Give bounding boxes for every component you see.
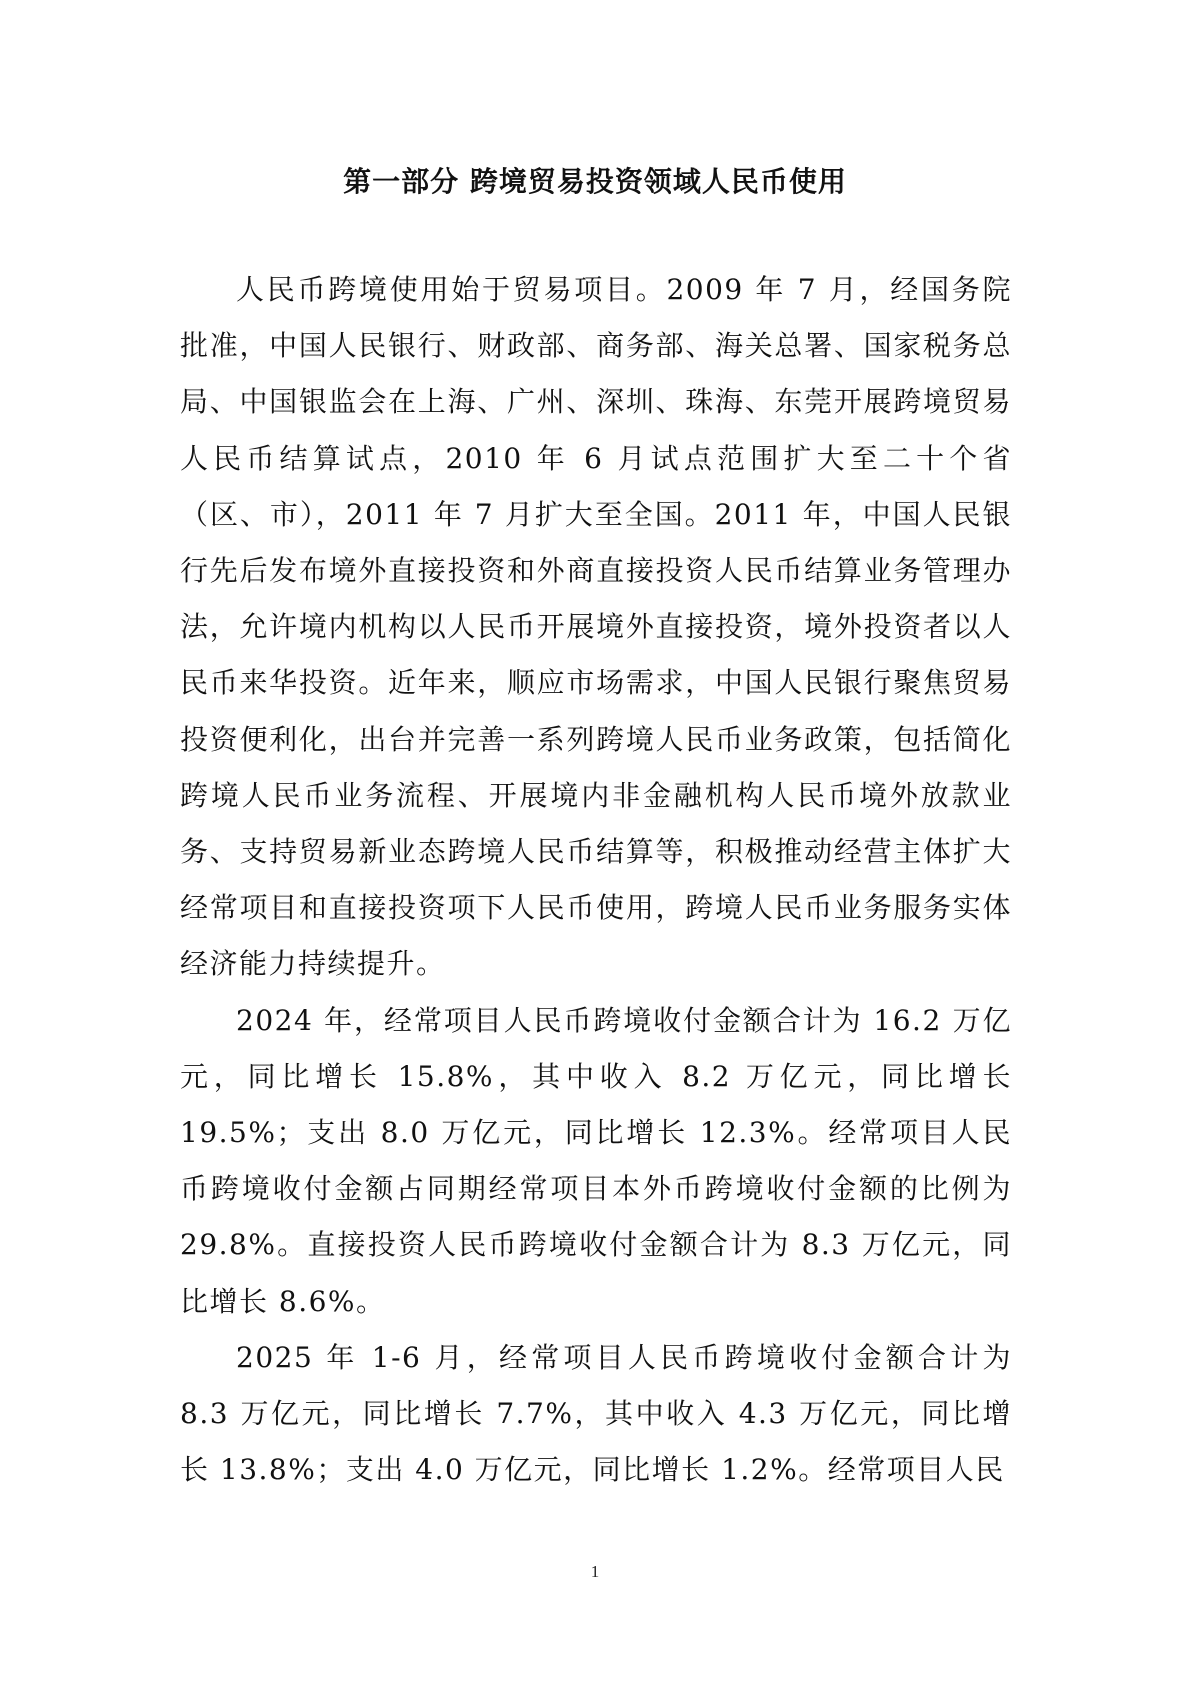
paragraph-2025-stats: 2025 年 1-6 月，经常项目人民币跨境收付金额合计为 8.3 万亿元，同比增长 7.7%，其中收入 4.3 万亿元，同比增长 13.8%；支出 4.0 万亿元，同比增长 1.2%。经常项目人民 bbox=[180, 1340, 1012, 1487]
body-text bbox=[180, 262, 1012, 1498]
paragraph-2024-stats: 2024 年，经常项目人民币跨境收付金额合计为 16.2 万亿元，同比增长 15.8%，其中收入 8.2 万亿元，同比增长 19.5%；支出 8.0 万亿元，同比增长 12.3%。经常项目人民币跨境收付金额占同期经常项目本外币跨境收付金额的比例为 29.8%。直接投资人民币跨境收付金额合计为 8.3 万亿元，同比增长 8.6%。 bbox=[180, 1003, 1012, 1318]
section-title: 第一部分 跨境贸易投资领域人民币使用 bbox=[343, 165, 847, 198]
page-number: 1 bbox=[590, 1562, 600, 1581]
paragraph-history: 人民币跨境使用始于贸易项目。2009 年 7 月，经国务院批准，中国人民银行、财政部、商务部、海关总署、国家税务总局、中国银监会在上海、广州、深圳、珠海、东莞开展跨境贸易人民币结算试点，2010 年 6 月试点范围扩大至二十个省（区、市），2011 年 7 月扩大至全国。2011 年，中国人民银行先后发布境外直接投资和外商直接投资人民币结算业务管理办法，允许境内机构以人民币开展境外直接投资，境外投资者以人民币来华投资。近年来，顺应市场需求，中国人民银行聚焦贸易投资便利化，出台并完善一系列跨境人民币业务政策，包括简化跨境人民币业务流程、开展境内非金融机构人民币境外放款业务、支持贸易新业态跨境人民币结算等，积极推动经营主体扩大经常项目和直接投资项下人民币使用，跨境人民币业务服务实体经济能力持续提升。 bbox=[180, 273, 1012, 981]
